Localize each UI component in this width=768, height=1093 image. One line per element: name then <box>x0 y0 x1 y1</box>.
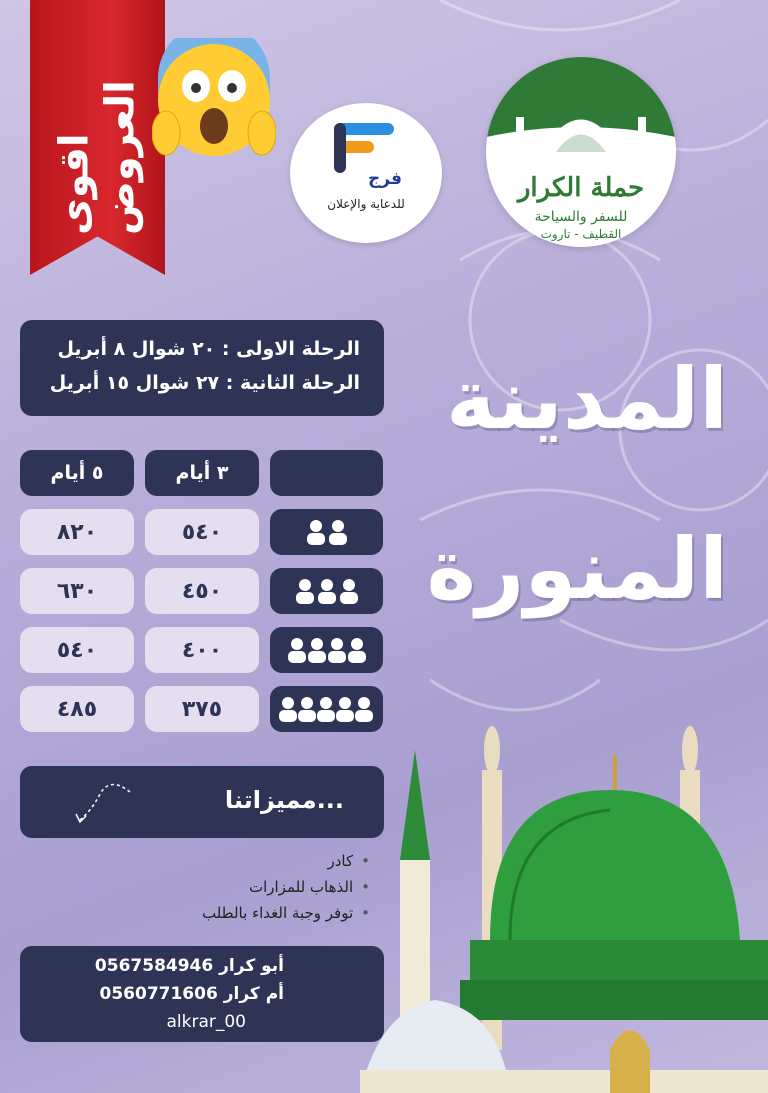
feature-item: • كادر <box>170 852 370 870</box>
feature-item: • توفر وجبة الغداء بالطلب <box>170 904 370 922</box>
trip-dates-panel <box>20 320 384 416</box>
mosque-logo-icon <box>486 57 676 177</box>
farah-tagline: للدعاية والإعلان <box>327 197 405 211</box>
price-4p-3d: ٤٠٠ <box>145 627 259 673</box>
social-handle[interactable]: alkrar_00 <box>166 1012 246 1032</box>
karrar-subtitle: للسفر والسياحة <box>534 209 628 225</box>
features-panel <box>20 766 384 838</box>
dotted-arrow-icon <box>70 780 140 830</box>
contact-abu-karrar[interactable]: أبو كرار 0567584946 <box>94 956 284 976</box>
price-5p-3d: ٣٧٥ <box>145 686 259 732</box>
farah-name: فرج <box>368 169 402 189</box>
offer-ribbon-text: اقوى العروض <box>51 80 144 235</box>
trip-second: الرحلة الثانية : ٢٧ شوال ١٥ أبريل <box>49 372 360 394</box>
features-title: مميزاتنا... <box>224 786 344 814</box>
trip-first: الرحلة الاولى : ٢٠ شوال ٨ أبريل <box>57 338 360 360</box>
price-5p-5d: ٤٨٥ <box>20 686 134 732</box>
contact-umm-karrar[interactable]: أم كرار 0560771606 <box>99 984 284 1004</box>
city-title-line1: المدينة <box>446 350 728 448</box>
price-2p-3d: ٥٤٠ <box>145 509 259 555</box>
farah-logo <box>290 103 442 243</box>
persons-4-icon <box>270 627 383 673</box>
prophets-mosque-illustration <box>360 710 768 1093</box>
persons-2-icon <box>270 509 383 555</box>
price-3p-3d: ٤٥٠ <box>145 568 259 614</box>
city-title-line2: المنورة <box>426 520 728 618</box>
price-4p-5d: ٥٤٠ <box>20 627 134 673</box>
price-3p-5d: ٦٣٠ <box>20 568 134 614</box>
karrar-location: القطيف - تاروت <box>540 227 622 241</box>
persons-3-icon <box>270 568 383 614</box>
header-persons-empty <box>270 450 383 496</box>
karrar-logo <box>486 57 676 247</box>
features-list <box>170 852 370 930</box>
price-2p-5d: ٨٢٠ <box>20 509 134 555</box>
screaming-face-icon <box>152 38 276 162</box>
contacts-panel <box>20 946 384 1042</box>
feature-item: • الذهاب للمزارات <box>170 878 370 896</box>
header-5-days: ٥ أيام <box>20 450 134 496</box>
karrar-name: حملة الكرار <box>517 173 645 203</box>
header-3-days: ٣ أيام <box>145 450 259 496</box>
farah-f-icon <box>324 123 404 173</box>
